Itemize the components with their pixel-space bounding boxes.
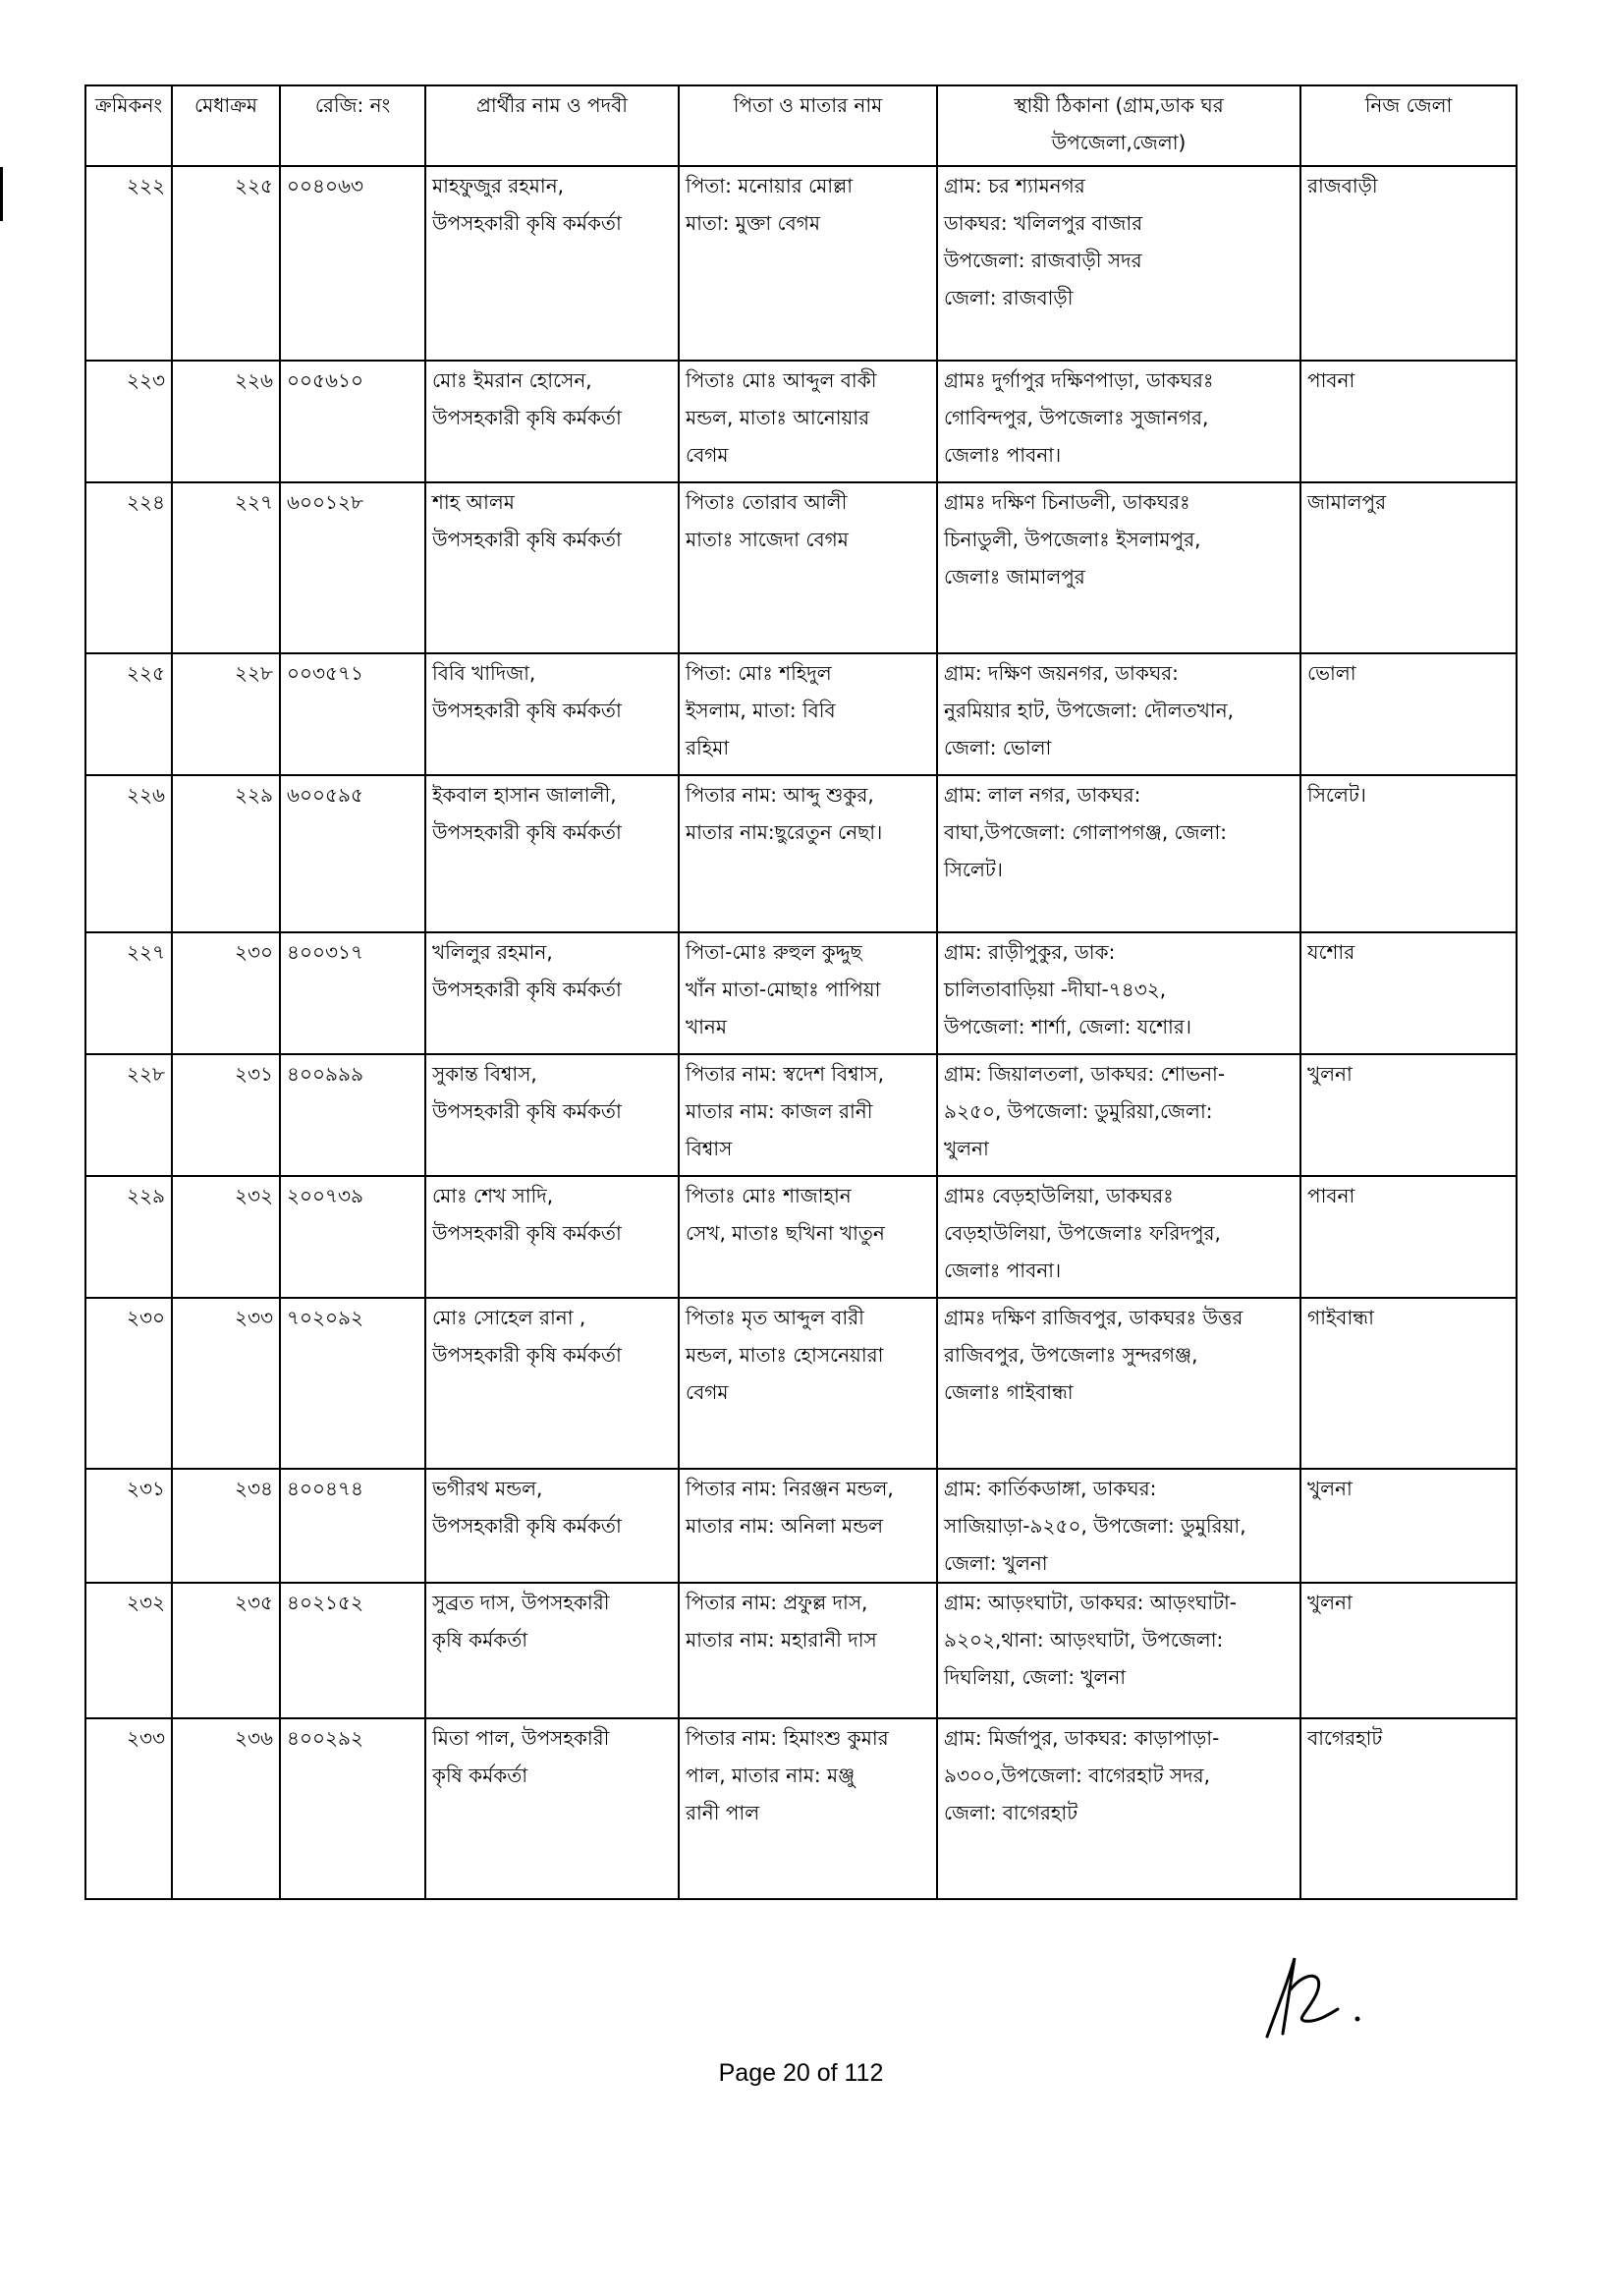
cell-parents: পিতার নাম: আব্দু শুকুর, মাতার নাম:ছুরেতুন নেছা।: [679, 775, 937, 932]
cell-district: ভোলা: [1300, 653, 1517, 775]
cell-name: মিতা পাল, উপসহকারী কৃষি কর্মকর্তা: [425, 1718, 679, 1899]
table-row: [85, 775, 1517, 932]
cell-reg: ৬০০৫৯৫: [280, 775, 425, 932]
header-parents: পিতা ও মাতার নাম: [679, 85, 937, 166]
cell-address: গ্রামঃ দক্ষিণ রাজিবপুর, ডাকঘরঃ উত্তর রাজিবপুর, উপজেলাঃ সুন্দরগঞ্জ, জেলাঃ গাইবান্ধা: [937, 1298, 1300, 1469]
table-row: [85, 1054, 1517, 1176]
cell-reg: ২০০৭৩৯: [280, 1176, 425, 1298]
table-row: [85, 1718, 1517, 1899]
header-merit: মেধাক্রম: [172, 85, 280, 166]
cell-district: রাজবাড়ী: [1300, 166, 1517, 361]
cell-district: পাবনা: [1300, 361, 1517, 482]
table-row: [85, 1176, 1517, 1298]
cell-address: গ্রাম: রাড়ীপুকুর, ডাক: চালিতাবাড়িয়া -দীঘা-৭৪৩২, উপজেলা: শার্শা, জেলা: যশোর।: [937, 932, 1300, 1054]
cell-parents: পিতার নাম: প্রফুল্ল দাস, মাতার নাম: মহারানী দাস: [679, 1583, 937, 1718]
cell-district: পাবনা: [1300, 1176, 1517, 1298]
signature: [1247, 1950, 1375, 2044]
cell-address: গ্রামঃ দুর্গাপুর দক্ষিণপাড়া, ডাকঘরঃ গোবিন্দপুর, উপজেলাঃ সুজানগর, জেলাঃ পাবনা।: [937, 361, 1300, 482]
cell-address: গ্রাম: চর শ্যামনগর ডাকঘর: খলিলপুর বাজার উপজেলা: রাজবাড়ী সদর জেলা: রাজবাড়ী: [937, 166, 1300, 361]
cell-address: গ্রামঃ বেড়হাউলিয়া, ডাকঘরঃ বেড়হাউলিয়া, উপজেলাঃ ফরিদপুর, জেলাঃ পাবনা।: [937, 1176, 1300, 1298]
cell-address: গ্রাম: আড়ংঘাটা, ডাকঘর: আড়ংঘাটা- ৯২০২,থানা: আড়ংঘাটা, উপজেলা: দিঘলিয়া, জেলা: খুলনা: [937, 1583, 1300, 1718]
cell-reg: ৪০০৩১৭: [280, 932, 425, 1054]
cell-name: মাহফুজুর রহমান, উপসহকারী কৃষি কর্মকর্তা: [425, 166, 679, 361]
cell-parents: পিতাঃ মোঃ শাজাহান সেখ, মাতাঃ ছখিনা খাতুন: [679, 1176, 937, 1298]
cell-name: খলিলুর রহমান, উপসহকারী কৃষি কর্মকর্তা: [425, 932, 679, 1054]
cell-serial: ২২৪: [85, 482, 172, 653]
cell-merit: ২৩২: [172, 1176, 280, 1298]
cell-parents: পিতাঃ মৃত আব্দুল বারী মন্ডল, মাতাঃ হোসনেয়ারা বেগম: [679, 1298, 937, 1469]
table-row: [85, 361, 1517, 482]
cell-reg: ৪০২১৫২: [280, 1583, 425, 1718]
cell-reg: ৪০০২৯২: [280, 1718, 425, 1899]
cell-parents: পিতার নাম: হিমাংশু কুমার পাল, মাতার নাম: মঞ্জু রানী পাল: [679, 1718, 937, 1899]
cell-merit: ২২৫: [172, 166, 280, 361]
cell-parents: পিতা-মোঃ রুহুল কুদ্দুছ খাঁন মাতা-মোছাঃ পাপিয়া খানম: [679, 932, 937, 1054]
cell-address: গ্রাম: লাল নগর, ডাকঘর: বাঘা,উপজেলা: গোলাপগঞ্জ, জেলা: সিলেট।: [937, 775, 1300, 932]
cell-merit: ২২৬: [172, 361, 280, 482]
cell-merit: ২৩৫: [172, 1583, 280, 1718]
cell-name: সুব্রত দাস, উপসহকারী কৃষি কর্মকর্তা: [425, 1583, 679, 1718]
cell-parents: পিতাঃ মোঃ আব্দুল বাকী মন্ডল, মাতাঃ আনোয়ার বেগম: [679, 361, 937, 482]
header-serial: ক্রমিকনং: [85, 85, 172, 166]
table-header-row: [85, 85, 1517, 166]
cell-address: গ্রাম: জিয়ালতলা, ডাকঘর: শোভনা- ৯২৫০, উপজেলা: ডুমুরিয়া,জেলা: খুলনা: [937, 1054, 1300, 1176]
cell-district: খুলনা: [1300, 1054, 1517, 1176]
cell-reg: ৬০০১২৮: [280, 482, 425, 653]
cell-merit: ২৩৬: [172, 1718, 280, 1899]
table-row: [85, 653, 1517, 775]
cell-name: ইকবাল হাসান জালালী, উপসহকারী কৃষি কর্মকর্তা: [425, 775, 679, 932]
cell-address: গ্রাম: মির্জাপুর, ডাকঘর: কাড়াপাড়া- ৯৩০০,উপজেলা: বাগেরহাট সদর, জেলা: বাগেরহাট: [937, 1718, 1300, 1899]
cell-district: গাইবান্ধা: [1300, 1298, 1517, 1469]
table-body: [85, 166, 1517, 1899]
cell-merit: ২২৮: [172, 653, 280, 775]
cell-serial: ২৩০: [85, 1298, 172, 1469]
cell-serial: ২২৯: [85, 1176, 172, 1298]
cell-merit: ২২৯: [172, 775, 280, 932]
header-district: নিজ জেলা: [1300, 85, 1517, 166]
cell-reg: ৪০০৯৯৯: [280, 1054, 425, 1176]
cell-merit: ২২৭: [172, 482, 280, 653]
table-row: [85, 1298, 1517, 1469]
candidate-table: [84, 84, 1518, 1900]
cell-name: মোঃ শেখ সাদি, উপসহকারী কৃষি কর্মকর্তা: [425, 1176, 679, 1298]
cell-address: গ্রামঃ দক্ষিণ চিনাডলী, ডাকঘরঃ চিনাডুলী, উপজেলাঃ ইসলামপুর, জেলাঃ জামালপুর: [937, 482, 1300, 653]
table-row: [85, 1469, 1517, 1583]
cell-parents: পিতার নাম: স্বদেশ বিশ্বাস, মাতার নাম: কাজল রানী বিশ্বাস: [679, 1054, 937, 1176]
cell-name: মোঃ সোহেল রানা , উপসহকারী কৃষি কর্মকর্তা: [425, 1298, 679, 1469]
table-row: [85, 166, 1517, 361]
cell-merit: ২৩১: [172, 1054, 280, 1176]
cell-reg: ৪০০৪৭৪: [280, 1469, 425, 1583]
cell-name: ভগীরথ মন্ডল, উপসহকারী কৃষি কর্মকর্তা: [425, 1469, 679, 1583]
cell-parents: পিতা: মোঃ শহিদুল ইসলাম, মাতা: বিবি রহিমা: [679, 653, 937, 775]
cell-district: জামালপুর: [1300, 482, 1517, 653]
cell-district: যশোর: [1300, 932, 1517, 1054]
cell-serial: ২৩৩: [85, 1718, 172, 1899]
cell-address: গ্রাম: দক্ষিণ জয়নগর, ডাকঘর: নুরমিয়ার হাট, উপজেলা: দৌলতখান, জেলা: ভোলা: [937, 653, 1300, 775]
cell-parents: পিতার নাম: নিরঞ্জন মন্ডল, মাতার নাম: অনিলা মন্ডল: [679, 1469, 937, 1583]
cell-serial: ২২৭: [85, 932, 172, 1054]
cell-name: মোঃ ইমরান হোসেন, উপসহকারী কৃষি কর্মকর্তা: [425, 361, 679, 482]
page-number: Page 20 of 112: [718, 2059, 884, 2087]
cell-name: সুকান্ত বিশ্বাস, উপসহকারী কৃষি কর্মকর্তা: [425, 1054, 679, 1176]
cell-serial: ২২৫: [85, 653, 172, 775]
cell-serial: ২২৩: [85, 361, 172, 482]
cell-reg: ০০৪০৬৩: [280, 166, 425, 361]
cell-district: খুলনা: [1300, 1583, 1517, 1718]
cell-district: বাগেরহাট: [1300, 1718, 1517, 1899]
cell-reg: ০০৫৬১০: [280, 361, 425, 482]
table-row: [85, 932, 1517, 1054]
cell-reg: ০০৩৫৭১: [280, 653, 425, 775]
cell-parents: পিতাঃ তোরাব আলী মাতাঃ সাজেদা বেগম: [679, 482, 937, 653]
cell-merit: ২৩০: [172, 932, 280, 1054]
margin-mark: [0, 167, 3, 221]
cell-district: খুলনা: [1300, 1469, 1517, 1583]
cell-serial: ২২২: [85, 166, 172, 361]
header-name: প্রার্থীর নাম ও পদবী: [425, 85, 679, 166]
cell-parents: পিতা: মনোয়ার মোল্লা মাতা: মুক্তা বেগম: [679, 166, 937, 361]
cell-name: শাহ আলম উপসহকারী কৃষি কর্মকর্তা: [425, 482, 679, 653]
cell-reg: ৭০২০৯২: [280, 1298, 425, 1469]
cell-serial: ২৩১: [85, 1469, 172, 1583]
cell-serial: ২৩২: [85, 1583, 172, 1718]
table-row: [85, 482, 1517, 653]
cell-serial: ২২৮: [85, 1054, 172, 1176]
cell-serial: ২২৬: [85, 775, 172, 932]
cell-district: সিলেট।: [1300, 775, 1517, 932]
cell-address: গ্রাম: কার্তিকডাঙ্গা, ডাকঘর: সাজিয়াড়া-৯২৫০, উপজেলা: ডুমুরিয়া, জেলা: খুলনা: [937, 1469, 1300, 1583]
table-row: [85, 1583, 1517, 1718]
cell-name: বিবি খাদিজা, উপসহকারী কৃষি কর্মকর্তা: [425, 653, 679, 775]
cell-merit: ২৩৩: [172, 1298, 280, 1469]
header-address: স্থায়ী ঠিকানা (গ্রাম,ডাক ঘর উপজেলা,জেলা): [937, 85, 1300, 166]
header-reg: রেজি: নং: [280, 85, 425, 166]
cell-merit: ২৩৪: [172, 1469, 280, 1583]
